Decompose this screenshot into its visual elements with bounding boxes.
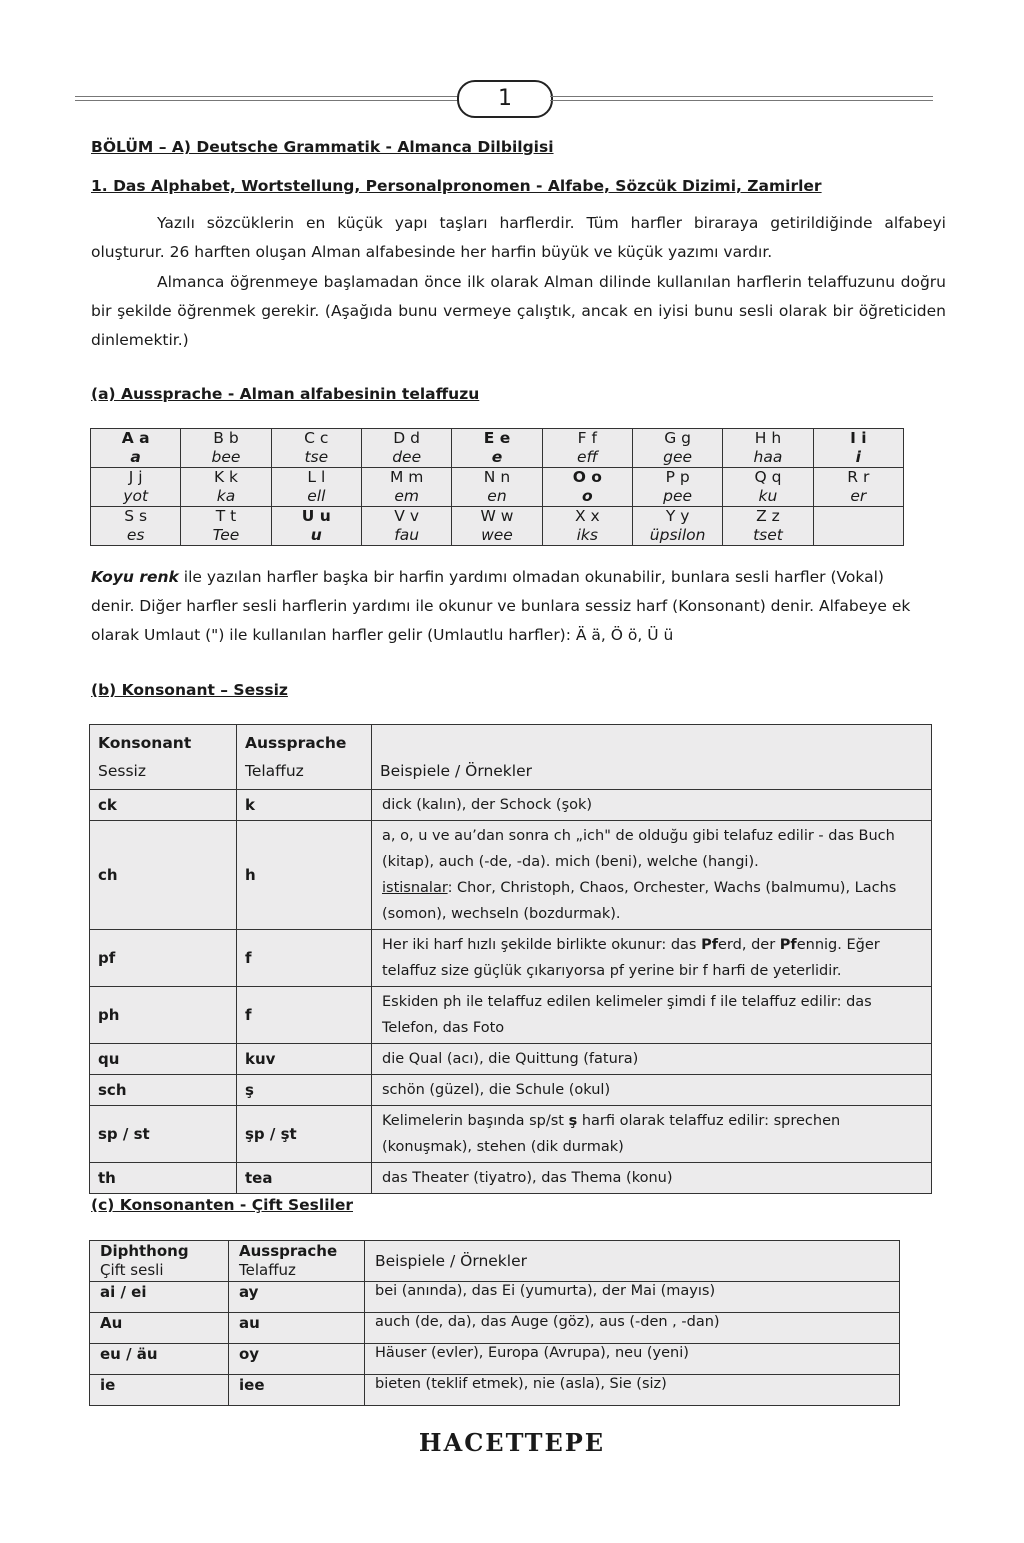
diphthong-row bbox=[90, 1344, 900, 1375]
letter: B b bbox=[213, 429, 239, 447]
diphthong-table-header: Diphthong Çift sesli Aussprache Telaffuz Beispiele / Örnekler bbox=[90, 1241, 900, 1282]
consonant: th bbox=[90, 1163, 237, 1194]
letter-pronunciation: es bbox=[126, 526, 145, 544]
alphabet-cell bbox=[723, 468, 813, 507]
letter-pronunciation: e bbox=[491, 448, 503, 466]
diphthong-row bbox=[90, 1282, 900, 1313]
consonant-row bbox=[90, 821, 932, 930]
examples: schön (güzel), die Schule (okul) bbox=[372, 1075, 932, 1106]
letter-pronunciation: u bbox=[310, 526, 322, 544]
letter-pronunciation: tset bbox=[753, 526, 783, 544]
section-b-title: (b) Konsonant – Sessiz bbox=[91, 681, 288, 699]
page-header bbox=[75, 80, 933, 118]
alphabet-cell bbox=[723, 429, 813, 468]
pronunciation: k bbox=[237, 790, 372, 821]
examples: die Qual (acı), die Quittung (fatura) bbox=[372, 1044, 932, 1075]
letter-pronunciation: gee bbox=[663, 448, 693, 466]
intro-paragraph-2: Almanca öğrenmeye başlamadan önce ilk olarak Alman dilinde kullanılan harflerin telaffuzunu doğru bir şekilde öğrenmek gerekir. (Aşağıda bunu vermeye çalıştık, ancak en iyisi bunu sesli olarak bir öğreticiden dinlemektir.) bbox=[91, 273, 946, 349]
pronunciation: f bbox=[237, 930, 372, 987]
consonant-row bbox=[90, 1106, 932, 1163]
intro-paragraph-1: Yazılı sözcüklerin en küçük yapı taşları harflerdir. Tüm harfler biraraya getirildiğinde alfabeyi oluşturur. 26 harften oluşan Alman alfabesinde her harfin büyük ve küçük yazımı vardır. bbox=[91, 214, 946, 261]
letter-pronunciation: o bbox=[581, 487, 593, 505]
alphabet-row bbox=[91, 507, 904, 546]
letter: Z z bbox=[756, 507, 780, 525]
letter-pronunciation: eff bbox=[576, 448, 598, 466]
alphabet-cell bbox=[452, 507, 542, 546]
examples: Kelimelerin başında sp/st ş harfi olarak telaffuz edilir: sprechen (konuşmak), stehen (dik durmak) bbox=[372, 1106, 932, 1163]
diphthong-table bbox=[89, 1240, 900, 1406]
alphabet-cell bbox=[813, 507, 903, 546]
letter: U u bbox=[301, 507, 331, 525]
letter: X x bbox=[574, 507, 600, 525]
pronunciation: tea bbox=[237, 1163, 372, 1194]
alphabet-cell bbox=[181, 468, 271, 507]
letter-pronunciation: ku bbox=[758, 487, 778, 505]
consonant: ck bbox=[90, 790, 237, 821]
examples: das Theater (tiyatro), das Thema (konu) bbox=[372, 1163, 932, 1194]
letter: V v bbox=[394, 507, 419, 525]
pronunciation: au bbox=[229, 1313, 365, 1344]
consonant-row bbox=[90, 930, 932, 987]
pronunciation: şp / şt bbox=[237, 1106, 372, 1163]
alphabet-cell bbox=[813, 429, 903, 468]
alphabet-cell bbox=[181, 507, 271, 546]
letter-pronunciation: er bbox=[850, 487, 867, 505]
vowel-note-bold: Koyu renk bbox=[91, 568, 179, 586]
diphthong-row bbox=[90, 1313, 900, 1344]
letter: M m bbox=[389, 468, 424, 486]
letter: P p bbox=[665, 468, 690, 486]
vowel-note: Koyu renk ile yazılan harfler başka bir harfin yardımı olmadan okunabilir, bunlara sesli harfler (Vokal) denir. Diğer harfler sesli harflerin yardımı ile okunur ve bunlara sessiz harf (Konsonant) denir. Alfabeye ek olarak Umlaut (") ile kullanılan harfler gelir (Umlautlu harfler): Ä ä, Ö ö, Ü ü bbox=[91, 568, 911, 644]
consonant-row bbox=[90, 790, 932, 821]
letter-pronunciation: i bbox=[855, 448, 861, 466]
letter-pronunciation: tse bbox=[304, 448, 329, 466]
letter: G g bbox=[664, 429, 692, 447]
letter: K k bbox=[213, 468, 239, 486]
alphabet-cell bbox=[813, 468, 903, 507]
alphabet-cell bbox=[361, 429, 451, 468]
diphthong-row bbox=[90, 1375, 900, 1406]
alphabet-cell bbox=[452, 429, 542, 468]
letter-pronunciation: yot bbox=[123, 487, 149, 505]
letter: Y y bbox=[665, 507, 690, 525]
alphabet-cell bbox=[361, 468, 451, 507]
letter: N n bbox=[483, 468, 511, 486]
letter-pronunciation: haa bbox=[753, 448, 783, 466]
letter-pronunciation: wee bbox=[481, 526, 513, 544]
letter-pronunciation: iks bbox=[576, 526, 598, 544]
letter-pronunciation: ell bbox=[307, 487, 326, 505]
consonant-row bbox=[90, 1075, 932, 1106]
letter: Q q bbox=[754, 468, 782, 486]
letter: H h bbox=[754, 429, 782, 447]
letter: F f bbox=[577, 429, 597, 447]
diphthong: eu / äu bbox=[90, 1344, 229, 1375]
letter-pronunciation: fau bbox=[394, 526, 420, 544]
consonant-table bbox=[89, 724, 932, 1194]
pronunciation: f bbox=[237, 987, 372, 1044]
alphabet-cell bbox=[542, 507, 632, 546]
letter-pronunciation: en bbox=[487, 487, 507, 505]
pronunciation: ay bbox=[229, 1282, 365, 1313]
letter-pronunciation: bee bbox=[211, 448, 241, 466]
examples: auch (de, da), das Auge (göz), aus (-den , -dan) bbox=[365, 1313, 900, 1344]
examples: a, o, u ve au’dan sonra ch „ich" de olduğu gibi telafuz edilir - das Buch (kitap), auch (-de, -da). mich (beni), welche (hangi). istisnalar: Chor, Christoph, Chaos, Orchester, Wachs (balmumu), Lachs (somon), wechseln (bozdurmak). bbox=[372, 821, 932, 930]
header-rule-left bbox=[75, 96, 458, 101]
publisher-logo: HACETTEPE bbox=[418, 1428, 606, 1457]
alphabet-cell bbox=[91, 507, 181, 546]
letter: S s bbox=[124, 507, 148, 525]
alphabet-row bbox=[91, 429, 904, 468]
consonant: ph bbox=[90, 987, 237, 1044]
diphthong: ie bbox=[90, 1375, 229, 1406]
examples: dick (kalın), der Schock (şok) bbox=[372, 790, 932, 821]
consonant: sp / st bbox=[90, 1106, 237, 1163]
page-number: 1 bbox=[457, 80, 553, 118]
letter-pronunciation: üpsilon bbox=[649, 526, 706, 544]
letter: E e bbox=[483, 429, 511, 447]
diphthong: ai / ei bbox=[90, 1282, 229, 1313]
alphabet-cell bbox=[452, 468, 542, 507]
alphabet-cell bbox=[271, 468, 361, 507]
alphabet-cell bbox=[91, 468, 181, 507]
consonant: ch bbox=[90, 821, 237, 930]
alphabet-table bbox=[90, 428, 904, 546]
alphabet-cell bbox=[361, 507, 451, 546]
letter: A a bbox=[121, 429, 150, 447]
pronunciation: ş bbox=[237, 1075, 372, 1106]
alphabet-cell bbox=[271, 429, 361, 468]
letter: C c bbox=[304, 429, 329, 447]
letter-pronunciation: Tee bbox=[212, 526, 240, 544]
letter: D d bbox=[393, 429, 420, 447]
alphabet-cell bbox=[632, 507, 722, 546]
letter: L l bbox=[307, 468, 326, 486]
consonant: pf bbox=[90, 930, 237, 987]
consonant-row bbox=[90, 1163, 932, 1194]
pronunciation: h bbox=[237, 821, 372, 930]
chapter-heading: BÖLÜM – A) Deutsche Grammatik - Almanca Dilbilgisi bbox=[91, 138, 554, 156]
examples: bieten (teklif etmek), nie (asla), Sie (siz) bbox=[365, 1375, 900, 1406]
consonant: sch bbox=[90, 1075, 237, 1106]
letter-pronunciation: ka bbox=[216, 487, 236, 505]
letter: I i bbox=[850, 429, 867, 447]
examples: Eskiden ph ile telaffuz edilen kelimeler şimdi f ile telaffuz edilir: das Telefon, das Foto bbox=[372, 987, 932, 1044]
consonant-row bbox=[90, 1044, 932, 1075]
section-c-title: (c) Konsonanten - Çift Sesliler bbox=[91, 1196, 353, 1214]
examples: Häuser (evler), Europa (Avrupa), neu (yeni) bbox=[365, 1344, 900, 1375]
letter: J j bbox=[128, 468, 143, 486]
alphabet-cell bbox=[181, 429, 271, 468]
pronunciation: kuv bbox=[237, 1044, 372, 1075]
consonant: qu bbox=[90, 1044, 237, 1075]
alphabet-cell bbox=[632, 429, 722, 468]
letter-pronunciation: em bbox=[394, 487, 419, 505]
alphabet-cell bbox=[271, 507, 361, 546]
examples: bei (anında), das Ei (yumurta), der Mai (mayıs) bbox=[365, 1282, 900, 1313]
alphabet-cell bbox=[542, 429, 632, 468]
alphabet-cell bbox=[632, 468, 722, 507]
examples: Her iki harf hızlı şekilde birlikte okunur: das Pferd, der Pfennig. Eğer telaffuz size güçlük çıkarıyorsa pf yerine bir f harfi de yeterlidir. bbox=[372, 930, 932, 987]
letter: T t bbox=[215, 507, 237, 525]
consonant-table-header: Konsonant Sessiz Aussprache Telaffuz Beispiele / Örnekler bbox=[90, 725, 932, 790]
letter: O o bbox=[572, 468, 602, 486]
diphthong: Au bbox=[90, 1313, 229, 1344]
letter: W w bbox=[480, 507, 514, 525]
section-a-title: (a) Aussprache - Alman alfabesinin telaffuzu bbox=[91, 385, 480, 403]
alphabet-row bbox=[91, 468, 904, 507]
pronunciation: oy bbox=[229, 1344, 365, 1375]
letter-pronunciation: pee bbox=[663, 487, 693, 505]
letter: R r bbox=[847, 468, 870, 486]
letter-pronunciation: dee bbox=[392, 448, 422, 466]
alphabet-cell bbox=[542, 468, 632, 507]
pronunciation: iee bbox=[229, 1375, 365, 1406]
alphabet-cell bbox=[723, 507, 813, 546]
section-heading: 1. Das Alphabet, Wortstellung, Personalpronomen - Alfabe, Sözcük Dizimi, Zamirler bbox=[91, 177, 822, 195]
alphabet-cell bbox=[91, 429, 181, 468]
header-rule-right bbox=[550, 96, 933, 101]
consonant-row bbox=[90, 987, 932, 1044]
letter-pronunciation: a bbox=[130, 448, 141, 466]
